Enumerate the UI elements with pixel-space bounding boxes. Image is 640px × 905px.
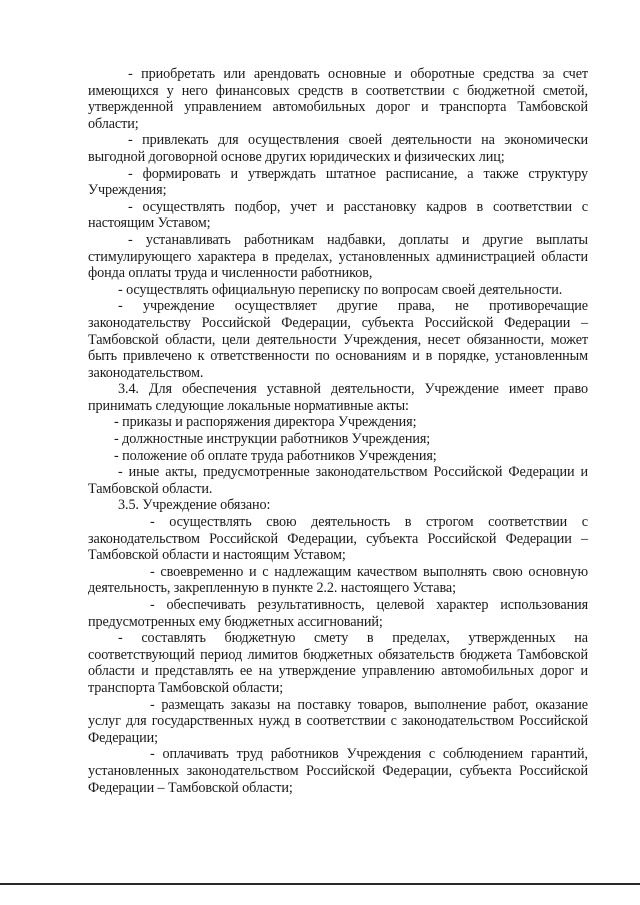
list-item-instructions: - должностные инструкции работников Учреждения;	[114, 431, 431, 448]
paragraph-attract-entities: - привлекать для осуществления своей деятельности на экономически выгодной договорной основе других юридических и физических лиц;	[88, 132, 588, 165]
paragraph-pay-labor: - оплачивать труд работников Учреждения с соблюдением гарантий, установленных законодательством Российской Федерации, субъекта Российской Федерации – Тамбовской области;	[88, 746, 588, 796]
section-3-4-heading: 3.4. Для обеспечения уставной деятельности, Учреждение имеет право принимать следующие локальные нормативные акты:	[88, 381, 588, 414]
paragraph-main-activity: - своевременно и с надлежащим качеством выполнять свою основную деятельность, закрепленную в пункте 2.2. настоящего Устава;	[88, 563, 588, 597]
paragraph-other-rights: - учреждение осуществляет другие права, не противоречащие законодательству Российской Федерации, субъекта Российской Федерации – Тамбовской области, цели деятельности Учреждения, несет обязанности, может быть привлечено к ответственности по основаниям и в порядке, установленным законодательством.	[88, 298, 588, 381]
paragraph-budget-estimate: - составлять бюджетную смету в пределах, утвержденных на соответствующий период лимитов бюджетных обязательств бюджета Тамбовской области и представлять ее на утверждение управлению автомобильных дорог и транспорта Тамбовской области;	[88, 630, 588, 696]
paragraph-strict-compliance: - осуществлять свою деятельность в строгом соответствии с законодательством Российской Федерации, субъекта Российской Федерации – Тамбовской области и настоящим Уставом;	[88, 514, 588, 564]
page-bottom-rule	[0, 883, 640, 885]
list-item-orders: - приказы и распоряжения директора Учреждения;	[114, 414, 417, 431]
paragraph-acquire-assets: - приобретать или арендовать основные и оборотные средства за счет имеющихся у него финансовых средств в соответствии с бюджетной сметой, утвержденной управлением автомобильных дорог и транспорта Тамбовской области;	[88, 66, 588, 132]
paragraph-procurement: - размещать заказы на поставку товаров, выполнение работ, оказание услуг для государственных нужд в соответствии с законодательством Российской Федерации;	[88, 696, 588, 746]
paragraph-correspondence: - осуществлять официальную переписку по вопросам своей деятельности.	[118, 281, 563, 298]
paragraph-bonuses: - устанавливать работникам надбавки, доплаты и другие выплаты стимулирующего характера в пределах, установленных администрацией области фонда оплаты труда и численности работников,	[88, 231, 588, 282]
list-item-pay-regulation: - положение об оплате труда работников Учреждения;	[114, 447, 437, 464]
list-item-other-acts: - иные акты, предусмотренные законодательством Российской Федерации и Тамбовской области.	[88, 464, 588, 497]
paragraph-effectiveness: - обеспечивать результативность, целевой характер использования предусмотренных ему бюджетных ассигнований;	[88, 597, 588, 630]
section-3-5-heading: 3.5. Учреждение обязано:	[118, 497, 271, 514]
paragraph-staff-schedule: - формировать и утверждать штатное расписание, а также структуру Учреждения;	[88, 165, 588, 199]
paragraph-personnel: - осуществлять подбор, учет и расстановку кадров в соответствии с настоящим Уставом;	[88, 198, 588, 232]
document-body	[88, 66, 588, 796]
